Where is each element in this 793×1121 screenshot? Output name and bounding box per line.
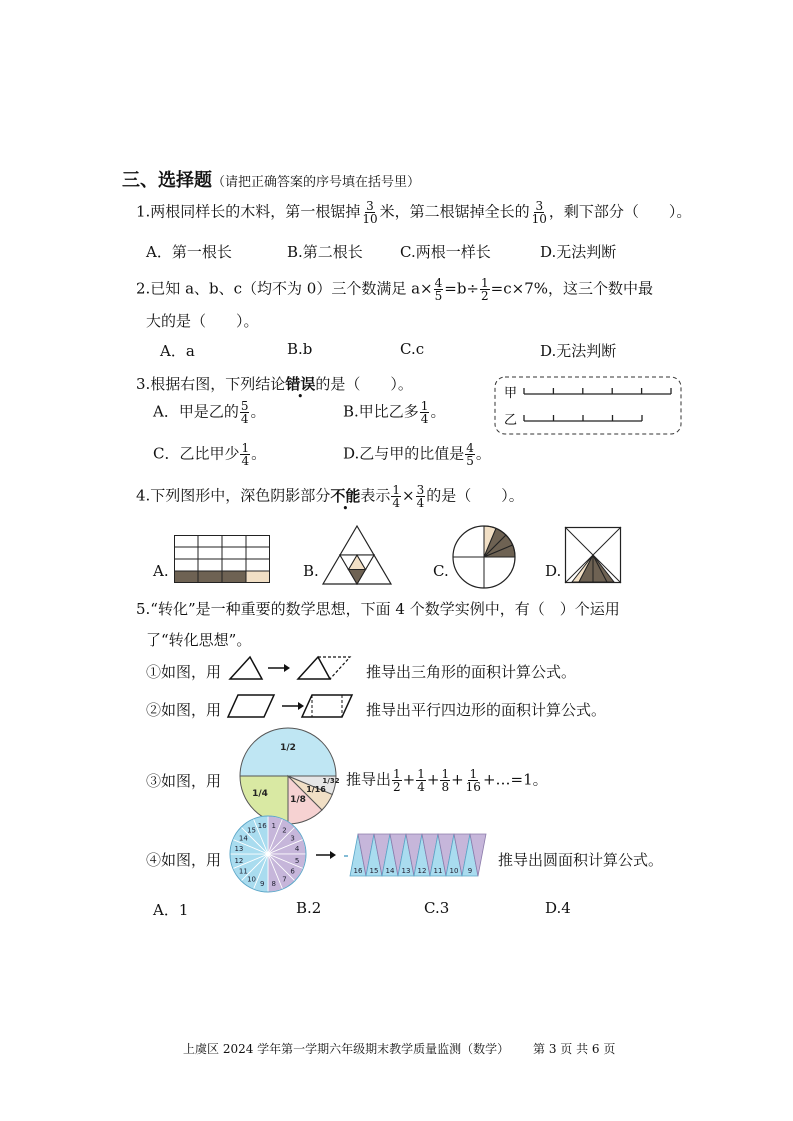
section-header xyxy=(122,166,420,192)
q1-option-a[interactable]: A．第一根长 xyxy=(146,243,232,261)
q5-item-2-figure xyxy=(228,693,358,719)
q5-item-4-post: 推导出圆面积计算公式。 xyxy=(498,851,664,869)
sector-number: 6 xyxy=(290,867,295,876)
yi-segment xyxy=(524,415,642,421)
q5-item-2-pre: ②如图，用 xyxy=(146,701,222,719)
strip-number: 16 xyxy=(353,867,363,875)
q5-option-c[interactable]: C.3 xyxy=(424,899,450,917)
sector-number: 13 xyxy=(234,845,244,854)
q1-text-pre: 1.两根同样长的木料，第一根锯掉 xyxy=(136,202,361,221)
label-quarter: 1/4 xyxy=(252,789,268,799)
sector-number: 11 xyxy=(238,867,248,876)
q4-frac-2: $\frac{3}{4}$ xyxy=(416,483,425,510)
sector-number: 5 xyxy=(294,856,300,865)
section-title: 三、选择题 xyxy=(122,170,212,191)
sector-number: 4 xyxy=(294,845,300,854)
label-yi: 乙 xyxy=(504,413,518,428)
q1-frac-2: $\frac{3}{10}$ xyxy=(531,199,547,226)
strip-number: 14 xyxy=(385,867,395,875)
q2-option-c[interactable]: C.c xyxy=(400,340,425,358)
arrow-icon xyxy=(314,847,338,863)
q3-option-c[interactable]: C．乙比甲少 $\frac{1}{4}$ 。 xyxy=(153,441,267,468)
q4-label-b[interactable]: B. xyxy=(303,562,319,580)
q2-frac-2: $\frac{1}{2}$ xyxy=(481,276,489,303)
q2-option-b[interactable]: B.b xyxy=(287,340,313,358)
q5-line-2: 了“转化思想”。 xyxy=(146,631,252,649)
question-1 xyxy=(136,200,691,225)
q4-frac-1: $\frac{1}{4}$ xyxy=(392,483,400,510)
sector-number: 15 xyxy=(247,826,256,835)
q5-item-4-pre: ④如图，用 xyxy=(146,851,222,869)
dashed-frame xyxy=(495,377,681,434)
strip-number: 10 xyxy=(449,867,459,875)
label-32nd: 1/32 xyxy=(322,777,340,785)
q4-figure-b-triangle[interactable] xyxy=(322,525,392,585)
q2-text-post: =c×7%，这三个数中最 xyxy=(490,279,653,298)
q3-option-b[interactable]: B.甲比乙多 $\frac{1}{4}$ 。 xyxy=(343,399,446,426)
q5-option-d[interactable]: D.4 xyxy=(545,899,571,917)
q2-frac-1: $\frac{4}{5}$ xyxy=(434,276,443,303)
label-eighth: 1/8 xyxy=(290,795,306,805)
label-jia: 甲 xyxy=(504,386,518,401)
q4-times: × xyxy=(402,486,415,505)
q1-option-c[interactable]: C.两根一样长 xyxy=(400,243,491,261)
q2-option-d[interactable]: D.无法判断 xyxy=(540,342,617,360)
q4-figure-a-grid[interactable] xyxy=(174,535,270,583)
footer-page-number: 第 3 页 共 6 页 xyxy=(533,1042,616,1056)
strip-number: 11 xyxy=(433,867,443,875)
q4-text-mid: 表示 xyxy=(360,486,391,505)
strip-number: 12 xyxy=(417,867,427,875)
sector-number: 1 xyxy=(271,821,277,830)
dark-cells xyxy=(174,571,246,583)
sector-number: 3 xyxy=(290,834,295,843)
q5-item-4-circle xyxy=(228,814,308,894)
footer-exam-title: 上虞区 2024 学年第一学期六年级期末教学质量监测（数学） xyxy=(183,1042,510,1056)
q5-item-4-strip xyxy=(342,832,492,878)
q5-item-1-figure xyxy=(228,655,358,681)
q2-line-2: 大的是（ ）。 xyxy=(146,312,259,330)
strip-number: 13 xyxy=(401,867,411,875)
label-half: 1/2 xyxy=(280,743,296,753)
question-2 xyxy=(136,277,653,302)
q3-option-a[interactable]: A．甲是乙的 $\frac{5}{4}$ 。 xyxy=(153,399,266,426)
q1-option-b[interactable]: B.第二根长 xyxy=(287,243,363,261)
q4-figure-d-square[interactable] xyxy=(565,527,621,583)
q1-text-mid: 米，第二根锯掉全长的 xyxy=(379,202,530,221)
sector-number: 14 xyxy=(238,834,248,843)
question-5: 5.“转化”是一种重要的数学思想，下面 4 个数学实例中，有（ ）个运用 xyxy=(136,600,620,618)
sector-number: 2 xyxy=(282,826,287,835)
q1-text-post: ，剩下部分（ ）。 xyxy=(548,202,692,221)
sector-number: 12 xyxy=(234,856,244,865)
q5-option-b[interactable]: B.2 xyxy=(296,899,322,917)
q4-label-c[interactable]: C. xyxy=(433,562,449,580)
sector-number: 10 xyxy=(247,875,256,884)
q4-text-post: 的是（ ）。 xyxy=(426,486,524,505)
q3-text-post: 的是（ ）。 xyxy=(315,375,413,393)
q4-text-pre: 4.下列图形中，深色阴影部分 xyxy=(136,486,331,505)
q4-label-a[interactable]: A. xyxy=(153,562,169,580)
q2-text-pre: 2.已知 a、b、c（均不为 0）三个数满足 a× xyxy=(136,279,433,298)
q4-figure-c-circle[interactable] xyxy=(452,525,516,589)
q3-text-pre: 3.根据右图，下列结论 xyxy=(136,375,286,393)
question-4 xyxy=(136,484,524,509)
q5-item-3-circle xyxy=(238,726,338,826)
q2-option-a[interactable]: A．a xyxy=(160,342,195,360)
q2-text-mid: =b÷ xyxy=(444,279,480,298)
q4-emphasis: 不能 xyxy=(330,486,361,505)
q3-segment-figure xyxy=(494,376,682,436)
q5-item-2-post: 推导出平行四边形的面积计算公式。 xyxy=(366,701,607,719)
q5-item-3-formula: 推导出 $\frac{1}{2}$ + $\frac{1}{4}$ + $\frac{1}{8}$ + $\frac{1}{16}$ +…=1。 xyxy=(346,767,548,794)
sector-number: 9 xyxy=(259,880,265,889)
sector-number: 8 xyxy=(271,880,277,889)
q5-item-1-pre: ①如图，用 xyxy=(146,663,222,681)
q4-label-d[interactable]: D. xyxy=(545,562,562,580)
question-3 xyxy=(136,373,413,394)
q3-option-d[interactable]: D.乙与甲的比值是 $\frac{4}{5}$ 。 xyxy=(343,441,491,468)
sector-number: 7 xyxy=(282,875,287,884)
q1-frac-1: $\frac{3}{10}$ xyxy=(362,199,378,226)
q5-item-3-pre: ③如图，用 xyxy=(146,772,222,790)
section-note: （请把正确答案的序号填在括号里） xyxy=(212,175,421,190)
q3-emphasis: 错误 xyxy=(285,375,316,393)
strip-number: 15 xyxy=(369,867,379,875)
q1-option-d[interactable]: D.无法判断 xyxy=(540,243,617,261)
label-sixteenth: 1/16 xyxy=(306,785,326,794)
strip-number: 9 xyxy=(467,867,473,875)
light-cell xyxy=(246,571,270,583)
q5-item-1-post: 推导出三角形的面积计算公式。 xyxy=(366,663,577,681)
jia-segment xyxy=(524,388,671,394)
sector-number: 16 xyxy=(257,821,267,830)
q5-option-a[interactable]: A．1 xyxy=(153,901,189,919)
